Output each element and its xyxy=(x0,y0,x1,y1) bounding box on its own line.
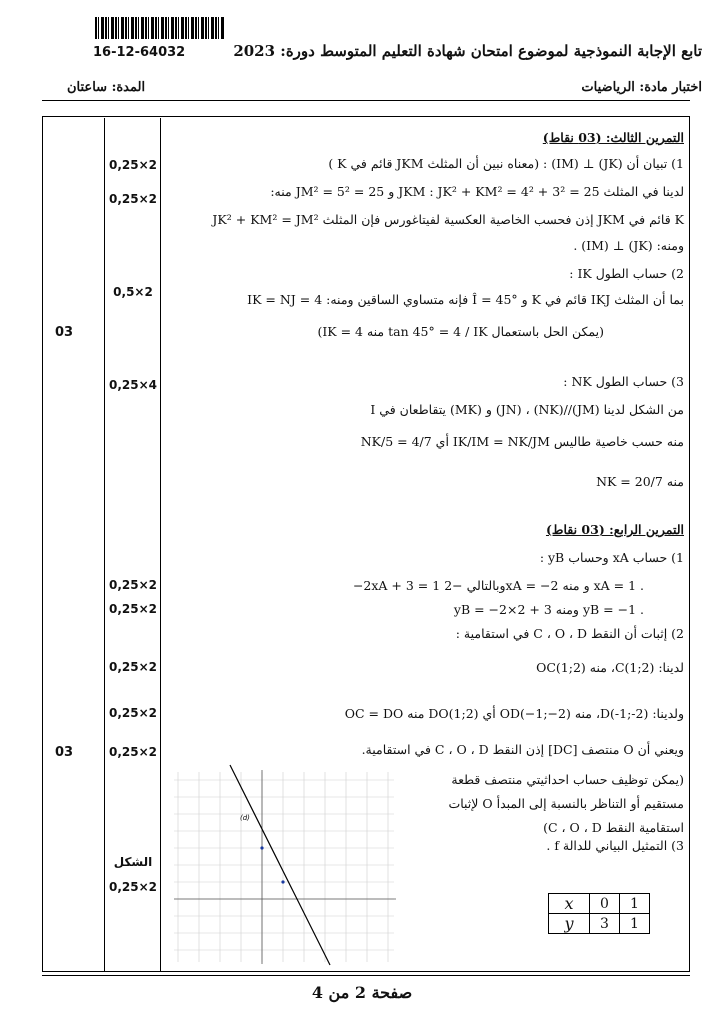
points-cell: 0,25×2 xyxy=(108,602,157,616)
table-cell: 0 xyxy=(590,894,620,914)
points-cell: 0,25×2 xyxy=(108,745,157,759)
exercise-3-line: ومنه: (JK) ⊥ (IM) . xyxy=(573,238,684,253)
exercise-4-line: 1) حساب xA وحساب yB : xyxy=(539,550,684,565)
values-table xyxy=(548,893,650,934)
page-number: صفحة 2 من 4 xyxy=(311,983,413,1002)
points-cell: 0,25×2 xyxy=(108,158,157,172)
shape-label: الشكل xyxy=(113,855,153,869)
exercise-4-line: ولدينا: D(-1;-2)، منه OD(−1;−2) أي DO(1;2) منه OC = DO xyxy=(344,706,684,721)
page-header-title: تابع الإجابة النموذجية لموضوع امتحان شهادة التعليم المتوسط دورة: 2023 xyxy=(233,42,702,60)
exam-code: 16-12-64032 xyxy=(93,45,186,60)
footer-divider xyxy=(42,975,690,976)
point-on-line xyxy=(260,846,263,849)
exercise-3-line: 1) تبيان أن (JK) ⊥ (IM) : (معناه نبين أن المثلث JKM قائم في K ) xyxy=(328,156,684,171)
points-cell: 0,25×2 xyxy=(108,192,157,206)
table-header-x: x xyxy=(549,894,590,914)
exercise-4-line: 3) التمثيل البياني للدالة f . xyxy=(546,838,684,853)
points-cell: 0,25×4 xyxy=(108,378,157,392)
exercise-4-line: ويعني أن O منتصف [DC] إذن النقط C ، O ، D في استقامية. xyxy=(361,742,684,757)
table-cell: 3 xyxy=(590,914,620,934)
function-graph xyxy=(170,762,402,967)
header-divider xyxy=(42,100,690,101)
point-on-line xyxy=(281,880,284,883)
column-divider xyxy=(160,118,161,972)
subject-label: اختبار مادة: الرياضيات xyxy=(581,80,702,95)
points-cell: 0,25×2 xyxy=(108,706,157,720)
exercise-3-line: 3) حساب الطول NK : xyxy=(563,374,684,389)
points-cell: 0,25×2 xyxy=(108,660,157,674)
points-cell: 0,25×2 xyxy=(108,880,157,894)
line-label: (d) xyxy=(240,814,250,822)
exercise-3-line: (يمكن الحل باستعمال tan 45° = 4 / IK منه IK = 4) xyxy=(317,324,604,339)
table-header-y: y xyxy=(549,914,590,934)
points-cell: 0,5×2 xyxy=(113,285,153,299)
exercise-3-line: منه NK = 20/7 xyxy=(596,474,684,489)
points-cell: 0,25×2 xyxy=(108,578,157,592)
exercise-3-line: بما أن المثلث IKJ قائم في K و Î = 45° فإنه متساوي الساقين ومنه: IK = NJ = 4 xyxy=(247,292,684,307)
duration-label: المدة: ساعتان xyxy=(67,80,146,95)
exercise-4-note: (يمكن توظيف حساب احداثيتي منتصف قطعة مستقيم أو التناظر بالنسبة إلى المبدأ O لإثبات استقامية النقط C ، O ، D) xyxy=(448,772,684,835)
exercise-4-title: التمرين الرابع: (03 نقاط) xyxy=(545,522,684,537)
exercise-4-line: لدينا: C(1;2)، منه OC(1;2) xyxy=(536,660,684,675)
exercise-3-line: 2) حساب الطول IK : xyxy=(569,266,684,281)
exercise-4-line: 2) إثبات أن النقط C ، O ، D في استقامية : xyxy=(455,626,684,641)
exercise-4-line: −2xA + 3 = 1 وبالتالي −2xA = −2 و منه xA = 1 . xyxy=(352,578,644,593)
exercise-4-score: 03 xyxy=(55,745,74,760)
exercise-3-title: التمرين الثالث: (03 نقاط) xyxy=(542,130,684,145)
table-cell: 1 xyxy=(620,914,650,934)
exercise-3-line: JK² + KM² = JM² إذن فحسب الخاصية العكسية لفيتاغورس فإن المثلث JKM قائم في K xyxy=(212,212,684,227)
exercise-3-score: 03 xyxy=(55,325,74,340)
table-cell: 1 xyxy=(620,894,650,914)
exercise-4-line: yB = −2×2 + 3 ومنه yB = −1 . xyxy=(453,602,644,617)
column-divider xyxy=(104,118,105,972)
exercise-3-line: لدينا في المثلث JKM : JK² + KM² = 4² + 3² = 25 و JM² = 5² = 25 منه: xyxy=(270,184,684,199)
exercise-3-line: منه حسب خاصية طاليس IK/IM = NK/JM أي 4/7 = NK/5 xyxy=(360,434,684,449)
graph-grid xyxy=(174,772,394,962)
barcode xyxy=(95,17,225,39)
exercise-3-line: من الشكل لدينا (JM)//(NK) ، (JN) و (MK) يتقاطعان في I xyxy=(370,402,684,417)
